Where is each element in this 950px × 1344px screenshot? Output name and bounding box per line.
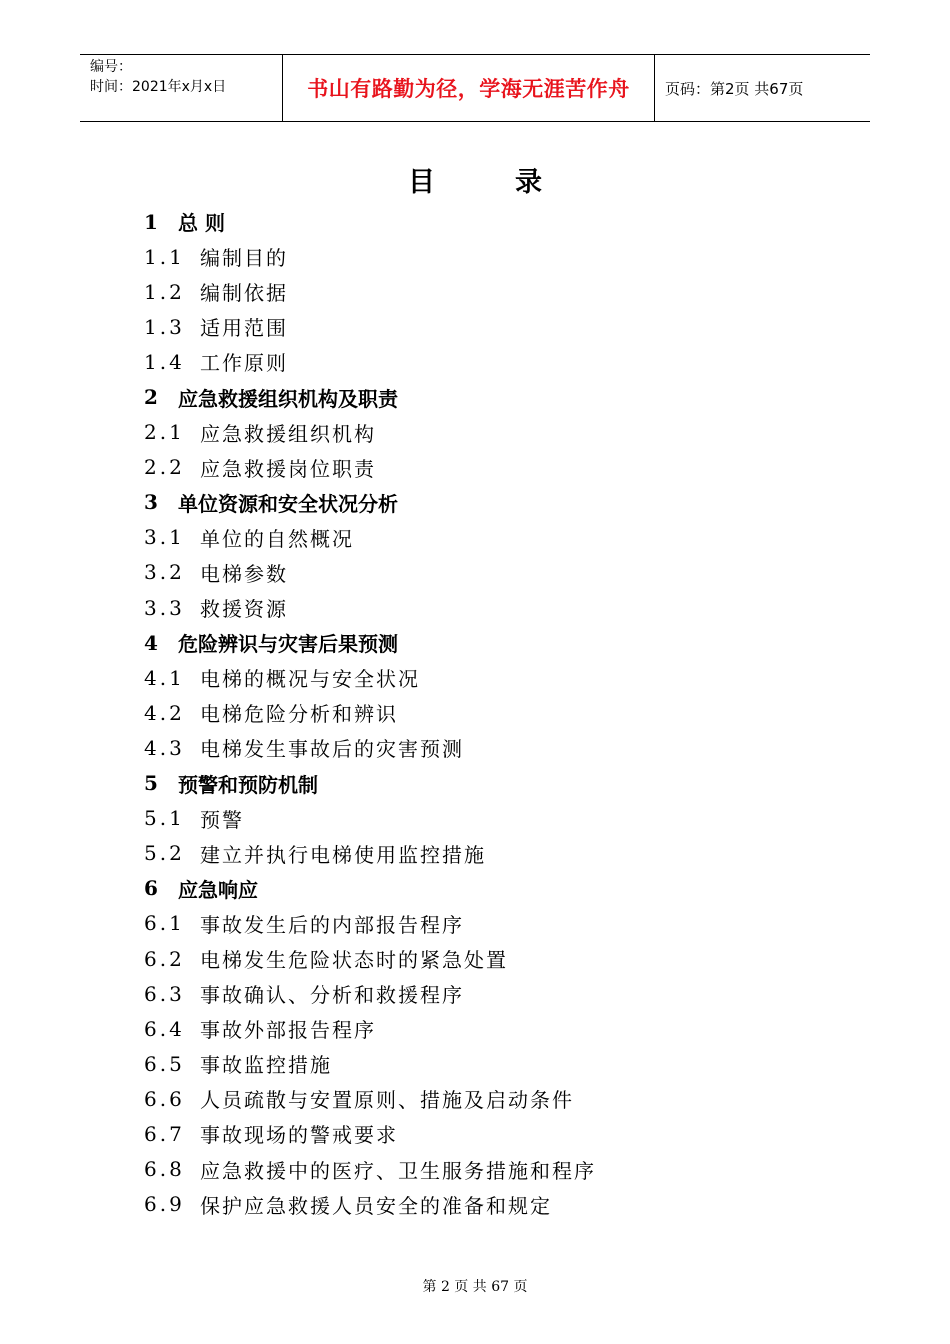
toc-entry[interactable] [144, 274, 596, 309]
toc-entry-number: 6 [144, 876, 158, 901]
toc-entry[interactable] [144, 239, 596, 274]
page-header [80, 54, 870, 122]
table-of-contents [144, 204, 596, 1222]
toc-entry-text: 保护应急救援人员安全的准备和规定 [200, 1193, 552, 1218]
toc-entry[interactable] [144, 1187, 596, 1222]
toc-entry-number: 6.9 [144, 1192, 185, 1217]
toc-entry-number: 1 [144, 209, 158, 234]
toc-entry[interactable] [144, 1011, 596, 1046]
toc-entry-number: 6.2 [144, 946, 185, 971]
toc-entry-number: 5 [144, 771, 158, 796]
toc-entry-number: 3.3 [144, 595, 185, 620]
toc-entry-number: 4.1 [144, 665, 185, 690]
toc-entry-number: 4 [144, 630, 158, 655]
toc-entry-number: 1.2 [144, 279, 185, 304]
document-time-label: 时间：2021年x月x日 [90, 79, 227, 95]
toc-entry[interactable] [144, 730, 596, 765]
toc-entry[interactable] [144, 379, 596, 414]
toc-entry-number: 5.1 [144, 806, 185, 831]
toc-entry-number: 2.1 [144, 420, 185, 445]
toc-entry-number: 6.1 [144, 911, 185, 936]
toc-entry-text: 应急救援中的医疗、卫生服务措施和程序 [200, 1158, 596, 1183]
toc-entry-text: 电梯发生危险状态时的紧急处置 [200, 948, 508, 973]
toc-entry-text: 人员疏散与安置原则、措施及启动条件 [200, 1088, 574, 1113]
header-motto: 书山有路勤为径，学海无涯苦作舟 [307, 77, 630, 101]
toc-entry-text: 编制目的 [200, 246, 288, 271]
toc-entry-number: 3.1 [144, 525, 185, 550]
toc-entry-number: 6.8 [144, 1157, 185, 1182]
toc-entry[interactable] [144, 1046, 596, 1081]
toc-entry-number: 4.2 [144, 700, 185, 725]
toc-entry[interactable] [144, 906, 596, 941]
toc-entry[interactable] [144, 204, 596, 239]
toc-entry[interactable] [144, 1116, 596, 1151]
toc-entry-number: 1.1 [144, 244, 185, 269]
toc-entry-number: 6.6 [144, 1086, 185, 1111]
toc-entry-text: 电梯发生事故后的灾害预测 [200, 737, 464, 762]
toc-entry[interactable] [144, 695, 596, 730]
toc-entry[interactable] [144, 415, 596, 450]
toc-entry-text: 建立并执行电梯使用监控措施 [200, 842, 486, 867]
toc-entry-text: 应急响应 [178, 877, 258, 902]
toc-entry-text: 电梯危险分析和辨识 [200, 702, 398, 727]
toc-entry[interactable] [144, 801, 596, 836]
toc-entry-text: 应急救援组织机构 [200, 421, 376, 446]
toc-entry-number: 1.3 [144, 314, 185, 339]
toc-entry-number: 6.3 [144, 981, 185, 1006]
toc-entry[interactable] [144, 520, 596, 555]
toc-entry[interactable] [144, 766, 596, 801]
toc-entry[interactable] [144, 941, 596, 976]
toc-entry[interactable] [144, 1152, 596, 1187]
toc-title: 目录 [408, 167, 622, 198]
toc-entry-number: 3.2 [144, 560, 185, 585]
toc-entry-number: 2 [144, 385, 158, 410]
toc-entry[interactable] [144, 660, 596, 695]
toc-entry[interactable] [144, 625, 596, 660]
toc-entry-text: 危险辨识与灾害后果预测 [178, 632, 398, 657]
toc-entry-text: 工作原则 [200, 351, 288, 376]
toc-entry-text: 电梯参数 [200, 561, 288, 586]
toc-entry-text: 应急救援组织机构及职责 [178, 386, 398, 411]
toc-entry-number: 5.2 [144, 841, 185, 866]
header-page-cell [655, 55, 870, 121]
toc-entry[interactable] [144, 309, 596, 344]
toc-entry-text: 总 则 [178, 211, 225, 236]
toc-entry[interactable] [144, 976, 596, 1011]
toc-entry-text: 单位的自然概况 [200, 526, 354, 551]
toc-entry-number: 4.3 [144, 735, 185, 760]
toc-entry[interactable] [144, 836, 596, 871]
toc-entry[interactable] [144, 590, 596, 625]
toc-entry-text: 事故发生后的内部报告程序 [200, 912, 464, 937]
toc-entry[interactable] [144, 450, 596, 485]
toc-entry-number: 2.2 [144, 455, 185, 480]
document-number-label: 编号： [90, 59, 132, 75]
page-footer: 第 2 页 共 67 页 [422, 1279, 528, 1295]
toc-entry-text: 编制依据 [200, 281, 288, 306]
toc-entry-text: 事故外部报告程序 [200, 1018, 376, 1043]
toc-entry[interactable] [144, 555, 596, 590]
header-motto-cell [282, 55, 655, 121]
header-meta [80, 55, 282, 121]
toc-entry-text: 预警 [200, 807, 244, 832]
toc-entry-number: 3 [144, 490, 158, 515]
header-page-label: 页码：第2页 共67页 [665, 79, 804, 98]
toc-entry-text: 应急救援岗位职责 [200, 456, 376, 481]
toc-entry-text: 电梯的概况与安全状况 [200, 667, 420, 692]
toc-entry-text: 预警和预防机制 [178, 772, 318, 797]
toc-entry-number: 6.5 [144, 1051, 185, 1076]
toc-entry[interactable] [144, 344, 596, 379]
toc-entry-text: 事故确认、分析和救援程序 [200, 983, 464, 1008]
toc-entry-number: 6.4 [144, 1016, 185, 1041]
toc-entry-text: 单位资源和安全状况分析 [178, 491, 398, 516]
toc-entry-number: 1.4 [144, 349, 185, 374]
toc-entry[interactable] [144, 1081, 596, 1116]
toc-entry[interactable] [144, 485, 596, 520]
toc-entry-number: 6.7 [144, 1121, 185, 1146]
toc-entry[interactable] [144, 871, 596, 906]
toc-entry-text: 事故现场的警戒要求 [200, 1123, 398, 1148]
toc-entry-text: 事故监控措施 [200, 1053, 332, 1078]
toc-entry-text: 适用范围 [200, 316, 288, 341]
toc-entry-text: 救援资源 [200, 597, 288, 622]
